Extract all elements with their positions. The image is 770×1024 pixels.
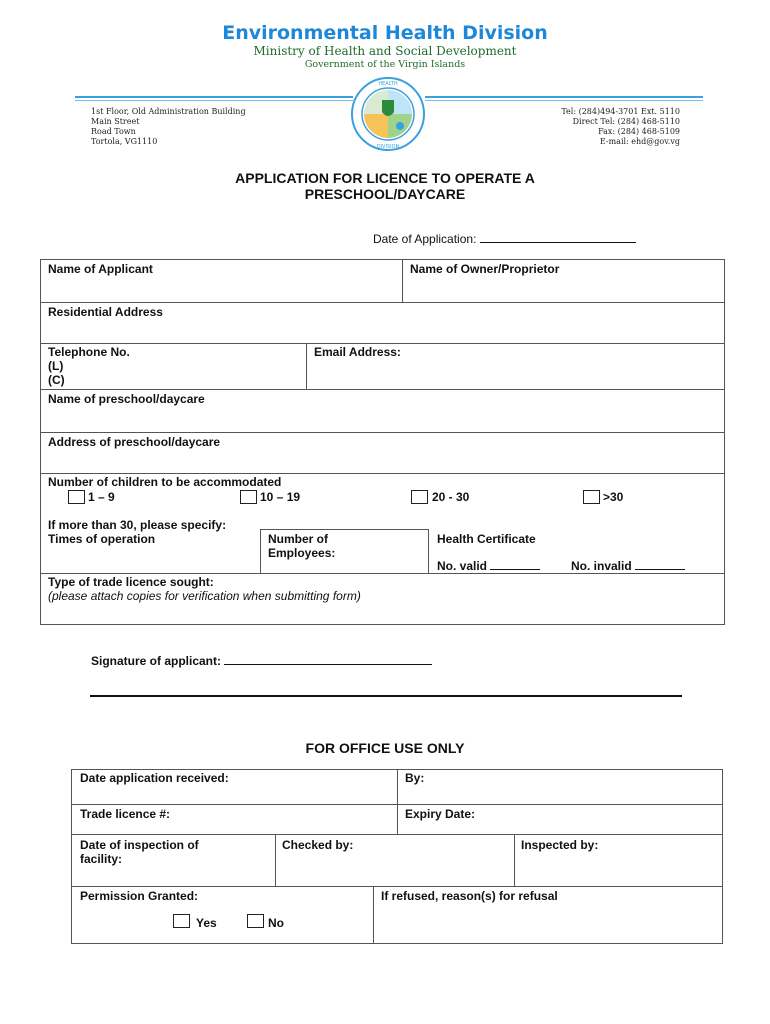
- col-divider: [402, 259, 403, 302]
- trade-licence-type-label: Type of trade licence sought:: [48, 575, 214, 589]
- office-contact: [480, 107, 680, 147]
- children-10-19-checkbox[interactable]: [240, 490, 257, 504]
- employees-top-border: [260, 529, 428, 530]
- header-rule-right: [425, 96, 703, 98]
- health-certificate-label: Health Certificate: [437, 532, 536, 546]
- form-title-line-1: APPLICATION FOR LICENCE TO OPERATE A: [235, 170, 535, 186]
- office-row-divider: [71, 834, 723, 835]
- permission-granted-label: Permission Granted:: [80, 889, 199, 903]
- address-line: Main Street: [91, 117, 140, 126]
- row-divider: [40, 432, 725, 433]
- date-of-application-field[interactable]: [373, 232, 636, 246]
- name-of-preschool-label: Name of preschool/daycare: [48, 392, 205, 406]
- inspected-by-label: Inspected by:: [521, 838, 599, 852]
- children-1-9-label: 1 – 9: [88, 490, 115, 504]
- more-than-30-label: If more than 30, please specify:: [48, 518, 227, 532]
- telephone-cell-label: (C): [48, 373, 65, 387]
- checked-by-label: Checked by:: [282, 838, 354, 852]
- number-of-employees-label: Number of: [268, 532, 328, 546]
- permission-yes-checkbox[interactable]: [173, 914, 190, 928]
- expiry-date-label: Expiry Date:: [405, 807, 476, 821]
- row-divider: [40, 573, 725, 574]
- children-10-19-label: 10 – 19: [260, 490, 301, 504]
- col-divider: [260, 529, 261, 573]
- office-col-divider: [275, 834, 276, 886]
- date-of-application-label: Date of Application:: [373, 232, 477, 246]
- children-over-30-checkbox[interactable]: [583, 490, 600, 504]
- date-received-label: Date application received:: [80, 771, 229, 785]
- office-address: [91, 107, 291, 147]
- no-valid-label: No. valid: [437, 559, 488, 573]
- permission-yes-label: Yes: [196, 916, 217, 930]
- employees-label: Employees:: [268, 546, 336, 560]
- office-use-heading: FOR OFFICE USE ONLY: [305, 740, 465, 756]
- header-rule-left: [75, 96, 353, 98]
- no-invalid-field[interactable]: [571, 559, 685, 573]
- office-row-divider: [71, 886, 723, 887]
- times-of-operation-label: Times of operation: [48, 532, 156, 546]
- no-invalid-blank[interactable]: [635, 559, 685, 570]
- children-20-30-checkbox[interactable]: [411, 490, 428, 504]
- col-divider: [306, 343, 307, 389]
- permission-no-checkbox[interactable]: [247, 914, 264, 928]
- row-divider: [40, 343, 725, 344]
- no-valid-field[interactable]: [437, 559, 540, 573]
- facility-label: facility:: [80, 852, 123, 866]
- header-rule-left-thin: [75, 100, 353, 101]
- signature-field[interactable]: [91, 654, 432, 668]
- office-col-divider: [514, 834, 515, 886]
- row-divider: [40, 473, 725, 474]
- office-col-divider: [373, 886, 374, 944]
- permission-no-label: No: [268, 916, 284, 930]
- header-rule-right-thin: [425, 100, 703, 101]
- office-col-divider: [397, 769, 398, 834]
- row-divider: [40, 302, 725, 303]
- children-20-30-label: 20 - 30: [432, 490, 470, 504]
- address-line: Tortola, VG1110: [91, 137, 158, 146]
- by-label: By:: [405, 771, 425, 785]
- telephone-landline-label: (L): [48, 359, 64, 373]
- form-title-line-2: PRESCHOOL/DAYCARE: [304, 186, 466, 202]
- date-of-application-blank[interactable]: [480, 232, 636, 243]
- children-over-30-label: >30: [603, 490, 624, 504]
- contact-line: Fax: (284) 468-5109: [598, 127, 680, 136]
- row-divider: [40, 389, 725, 390]
- separator-line: [90, 695, 682, 697]
- signature-label: Signature of applicant:: [91, 654, 222, 668]
- col-divider: [428, 529, 429, 573]
- government-name: Government of the Virgin Islands: [304, 59, 466, 70]
- contact-line: Tel: (284)494-3701 Ext. 5110: [561, 107, 680, 116]
- date-of-inspection-label: Date of inspection of: [80, 838, 199, 852]
- residential-address-label: Residential Address: [48, 305, 163, 319]
- form-title: [0, 170, 770, 202]
- email-address-label: Email Address:: [314, 345, 401, 359]
- address-line: Road Town: [91, 127, 136, 136]
- trade-licence-number-label: Trade licence #:: [80, 807, 171, 821]
- children-1-9-checkbox[interactable]: [68, 490, 85, 504]
- division-seal-logo: [350, 76, 426, 152]
- attach-note: (please attach copies for verification when submitting form): [48, 589, 361, 603]
- contact-line: E-mail: ehd@gov.vg: [599, 137, 680, 146]
- no-valid-blank[interactable]: [490, 559, 540, 570]
- name-of-owner-label: Name of Owner/Proprietor: [410, 262, 560, 276]
- number-of-children-label: Number of children to be accommodated: [48, 475, 282, 489]
- ministry-name: Ministry of Health and Social Development: [253, 44, 517, 58]
- division-title: Environmental Health Division: [222, 22, 548, 44]
- seal-text-bottom: DIVISION: [376, 144, 400, 150]
- name-of-applicant-label: Name of Applicant: [48, 262, 153, 276]
- no-invalid-label: No. invalid: [571, 559, 632, 573]
- contact-line: Direct Tel: (284) 468-5110: [572, 117, 680, 126]
- address-line: 1st Floor, Old Administration Building: [91, 107, 246, 116]
- address-of-preschool-label: Address of preschool/daycare: [48, 435, 221, 449]
- telephone-label: Telephone No.: [48, 345, 130, 359]
- signature-blank[interactable]: [224, 654, 432, 665]
- seal-text: HEALTH: [378, 81, 398, 87]
- refused-reason-label: If refused, reason(s) for refusal: [381, 889, 558, 903]
